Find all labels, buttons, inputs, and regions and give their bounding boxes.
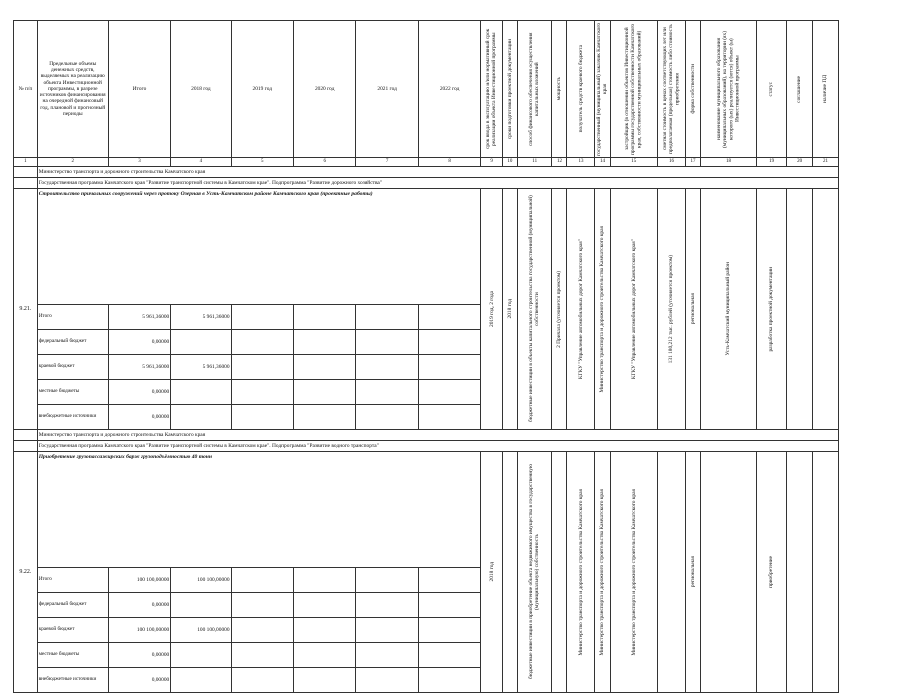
empty-cell — [14, 178, 38, 189]
header-text: 2021 год — [377, 85, 397, 92]
column-number: 2 — [37, 158, 108, 167]
year-2021-value — [356, 568, 418, 593]
source-label: краевой бюджет — [37, 355, 108, 380]
empty-cell — [14, 441, 38, 452]
header-cell — [701, 21, 757, 158]
year-2021-value — [356, 593, 418, 618]
year-2021-value — [356, 642, 418, 667]
cell-c20 — [787, 452, 813, 693]
source-label: федеральный бюджет — [37, 330, 108, 355]
year-2018-value — [171, 642, 231, 667]
column-number: 13 — [567, 158, 595, 167]
total-value: 100 100,00000 — [108, 568, 170, 593]
cell-text: бюджетные инвестиции в приобретение объекта недвижимого имущества в государственную (муниципальную) собственность — [528, 464, 541, 680]
year-2019-value — [231, 404, 293, 429]
cell-text: приобретение — [768, 556, 775, 588]
year-2022-value — [418, 330, 480, 355]
year-2020-value — [293, 330, 355, 355]
cell-text: Министерство транспорта и дорожного строительства Камчатского края — [630, 488, 637, 656]
column-number: 19 — [757, 158, 787, 167]
cell-c11 — [517, 189, 551, 430]
year-2018-value — [171, 330, 231, 355]
header-cell — [567, 21, 595, 158]
year-2022-value — [418, 593, 480, 618]
year-2022-value — [418, 355, 480, 380]
program-row — [14, 178, 839, 189]
total-value: 5 961,36000 — [108, 355, 170, 380]
program-row — [14, 441, 839, 452]
year-2020-value — [293, 593, 355, 618]
year-2022-value — [418, 642, 480, 667]
program-name: Государственная программа Камчатского края "Развитие транспортной системы в Камчатском крае". Подпрограмма "Развитие водного транспорта" — [37, 441, 838, 452]
header-cell — [356, 21, 418, 158]
cell-c10 — [502, 452, 517, 693]
year-2021-value — [356, 355, 418, 380]
ministry-name: Министерство транспорта и дорожного строительства Камчатского края — [37, 167, 838, 178]
ministry-row — [14, 167, 839, 178]
header-text: способ финансового обеспечения осуществления капитальных вложений — [528, 32, 541, 146]
header-cell — [685, 21, 700, 158]
year-2019-value — [231, 379, 293, 404]
year-2022-value — [418, 305, 480, 330]
cell-c21 — [813, 189, 839, 430]
total-value: 0,00000 — [108, 642, 170, 667]
year-2019-value — [231, 305, 293, 330]
column-number: 14 — [595, 158, 610, 167]
total-value: 0,00000 — [108, 667, 170, 692]
cell-text: региональная — [689, 293, 696, 325]
source-label: краевой бюджет — [37, 618, 108, 643]
cell-c19 — [757, 452, 787, 693]
column-number: 9 — [481, 158, 503, 167]
cell-c19 — [757, 189, 787, 430]
year-2021-value — [356, 618, 418, 643]
ministry-row — [14, 430, 839, 441]
year-2018-value — [171, 379, 231, 404]
year-2022-value — [418, 568, 480, 593]
year-2020-value — [293, 568, 355, 593]
cell-text: Министерство транспорта и дорожного строительства Камчатского края — [599, 225, 606, 393]
cell-c9 — [481, 452, 503, 693]
header-cell — [171, 21, 231, 158]
year-2022-value — [418, 667, 480, 692]
year-2019-value — [231, 618, 293, 643]
cell-c14 — [595, 189, 610, 430]
year-2019-value — [231, 568, 293, 593]
year-2018-value — [171, 593, 231, 618]
header-text: срок ввода в эксплуатацию и/или нормативный срок реализации объекта Инвестиционной программы — [485, 28, 498, 150]
header-text: получатель средств краевого бюджета — [577, 45, 584, 133]
cell-text: 2018 год — [506, 299, 513, 319]
header-cell — [418, 21, 480, 158]
year-2020-value — [293, 642, 355, 667]
year-2018-value: 100 100,00000 — [171, 618, 231, 643]
column-number: 4 — [171, 158, 231, 167]
total-value: 0,00000 — [108, 330, 170, 355]
header-text: наличие ПД — [822, 75, 829, 103]
column-number: 7 — [356, 158, 418, 167]
header-text: статус — [768, 81, 775, 97]
empty-cell — [14, 167, 38, 178]
header-text: застройщик (в отношении объектов Инвестиционной программы государственной собственности Камчатского края, собственности муниципальных образований) — [624, 23, 643, 155]
source-label: Итого — [37, 568, 108, 593]
year-2022-value — [418, 404, 480, 429]
column-number: 11 — [517, 158, 551, 167]
year-2018-value — [171, 404, 231, 429]
year-2021-value — [356, 404, 418, 429]
source-label: федеральный бюджет — [37, 593, 108, 618]
object-title: Строительство причальных сооружений через протоку Озерная в Усть-Камчатском районе Камчатского края (проектные работы) — [37, 189, 481, 305]
header-text: Итого — [132, 85, 147, 92]
header-cell — [787, 21, 813, 158]
program-name: Государственная программа Камчатского края "Развитие транспортной системы в Камчатском крае". Подпрограмма "Развитие дорожного хозяйства" — [37, 178, 838, 189]
cell-c21 — [813, 452, 839, 693]
cell-c14 — [595, 452, 610, 693]
cell-text: КГКУ "Управление автомобильных дорог Камчатского края" — [630, 238, 637, 380]
header-text: мощность — [556, 77, 563, 101]
column-number: 12 — [552, 158, 567, 167]
cell-c12 — [552, 189, 567, 430]
object-title: Приобретение грузопассажирских барж грузоподъёмностью 40 тонн — [37, 452, 481, 568]
year-2020-value — [293, 355, 355, 380]
header-text: наименование муниципального образования (муниципальных образований), на территории (ях) которого (ых) реализуется (ются) объект (ы) Инвестиционной программы — [716, 30, 741, 148]
header-cell — [517, 21, 551, 158]
column-number: 8 — [418, 158, 480, 167]
source-label: местные бюджеты — [37, 642, 108, 667]
column-number: 20 — [787, 158, 813, 167]
header-cell — [757, 21, 787, 158]
header-cell — [813, 21, 839, 158]
cell-text: 2019 год, 2 года — [488, 291, 495, 327]
year-2019-value — [231, 330, 293, 355]
header-cell — [595, 21, 610, 158]
object-row — [14, 189, 839, 305]
header-text: форма собственности — [689, 64, 696, 114]
total-value: 0,00000 — [108, 593, 170, 618]
source-label: Итого — [37, 305, 108, 330]
year-2022-value — [418, 618, 480, 643]
column-number: 16 — [657, 158, 685, 167]
cell-text: Усть-Камчатский муниципальный район — [725, 262, 732, 356]
year-2022-value — [418, 379, 480, 404]
cell-text: 131 180,212 тыс. рублей (уточняется проектом) — [668, 254, 675, 364]
source-label: местные бюджеты — [37, 379, 108, 404]
year-2021-value — [356, 305, 418, 330]
year-2018-value: 5 961,36000 — [171, 305, 231, 330]
header-text: № п/п — [18, 85, 33, 92]
cell-text: бюджетные инвестиции в объекты капитального строительства государственной (муниципальной) собственности — [528, 195, 541, 423]
header-cell — [37, 21, 108, 158]
header-text: Предельные объемы денежных средств, выделяемых на реализацию объекта Инвестиционной программы, в разрезе источников финансирования на очередной финансовый год, плановой и прогнозный периоды — [39, 61, 106, 117]
cell-c17 — [685, 189, 700, 430]
cell-c18 — [701, 452, 757, 693]
object-row — [14, 452, 839, 568]
header-cell — [610, 21, 657, 158]
header-text: сметная стоимость в ценах соответствующих лет или предполагаемая (предельная) стоимость либо стоимость приобретения — [662, 24, 681, 154]
cell-text: Министерство транспорта и дорожного строительства Камчатского края — [599, 488, 606, 656]
cell-c11 — [517, 452, 551, 693]
year-2019-value — [231, 667, 293, 692]
column-number: 10 — [502, 158, 517, 167]
ministry-name: Министерство транспорта и дорожного строительства Камчатского края — [37, 430, 838, 441]
header-text: государственный (муниципальный) заказчик Камчатского края — [596, 22, 609, 156]
column-number: 5 — [231, 158, 293, 167]
header-text: 2022 год — [439, 85, 460, 92]
header-cell — [108, 21, 170, 158]
header-text: 2019 год — [252, 85, 272, 92]
cell-c15 — [610, 452, 657, 693]
cell-c10 — [502, 189, 517, 430]
cell-text: разработка проектной документации — [768, 266, 775, 352]
cell-c16 — [657, 452, 685, 693]
year-2021-value — [356, 379, 418, 404]
header-cell — [14, 21, 38, 158]
cell-text: Министерство транспорта и дорожного строительства Камчатского края — [577, 488, 584, 656]
year-2021-value — [356, 667, 418, 692]
investment-program-table — [13, 20, 839, 693]
column-number: 17 — [685, 158, 700, 167]
total-value: 5 961,36000 — [108, 305, 170, 330]
total-value: 100 100,00000 — [108, 618, 170, 643]
year-2020-value — [293, 305, 355, 330]
header-cell — [481, 21, 503, 158]
year-2020-value — [293, 404, 355, 429]
year-2018-value: 100 100,00000 — [171, 568, 231, 593]
year-2021-value — [356, 330, 418, 355]
header-cell — [293, 21, 355, 158]
row-number: 9.21. — [14, 189, 38, 430]
cell-c13 — [567, 452, 595, 693]
source-label: внебюджетные источники — [37, 667, 108, 692]
year-2019-value — [231, 642, 293, 667]
cell-c20 — [787, 189, 813, 430]
cell-text: 2018 год — [488, 562, 495, 582]
cell-c12 — [552, 452, 567, 693]
column-number: 18 — [701, 158, 757, 167]
header-cell — [552, 21, 567, 158]
column-number-row — [14, 158, 839, 167]
header-text: 2018 год — [191, 85, 211, 92]
source-label: внебюджетные источники — [37, 404, 108, 429]
column-number: 6 — [293, 158, 355, 167]
year-2018-value — [171, 667, 231, 692]
year-2018-value: 5 961,36000 — [171, 355, 231, 380]
cell-c17 — [685, 452, 700, 693]
header-text: соглашение — [796, 75, 803, 103]
cell-text: 2 Причала (уточняется проектом) — [556, 270, 563, 348]
total-value: 0,00000 — [108, 379, 170, 404]
header-cell — [231, 21, 293, 158]
cell-text: КГКУ "Управление автомобильных дорог Камчатского края" — [577, 238, 584, 380]
row-number: 9.22. — [14, 452, 38, 693]
header-cell — [657, 21, 685, 158]
cell-c15 — [610, 189, 657, 430]
year-2019-value — [231, 355, 293, 380]
header-row — [14, 21, 839, 158]
cell-c16 — [657, 189, 685, 430]
year-2020-value — [293, 618, 355, 643]
cell-c9 — [481, 189, 503, 430]
empty-cell — [14, 430, 38, 441]
cell-text: региональная — [689, 556, 696, 588]
header-cell — [502, 21, 517, 158]
header-text: сроки подготовки проектной документации — [506, 38, 513, 140]
header-text: 2020 год — [314, 85, 335, 92]
cell-c13 — [567, 189, 595, 430]
total-value: 0,00000 — [108, 404, 170, 429]
cell-c18 — [701, 189, 757, 430]
column-number: 21 — [813, 158, 839, 167]
year-2019-value — [231, 593, 293, 618]
column-number: 15 — [610, 158, 657, 167]
year-2020-value — [293, 667, 355, 692]
column-number: 1 — [14, 158, 38, 167]
column-number: 3 — [108, 158, 170, 167]
year-2020-value — [293, 379, 355, 404]
